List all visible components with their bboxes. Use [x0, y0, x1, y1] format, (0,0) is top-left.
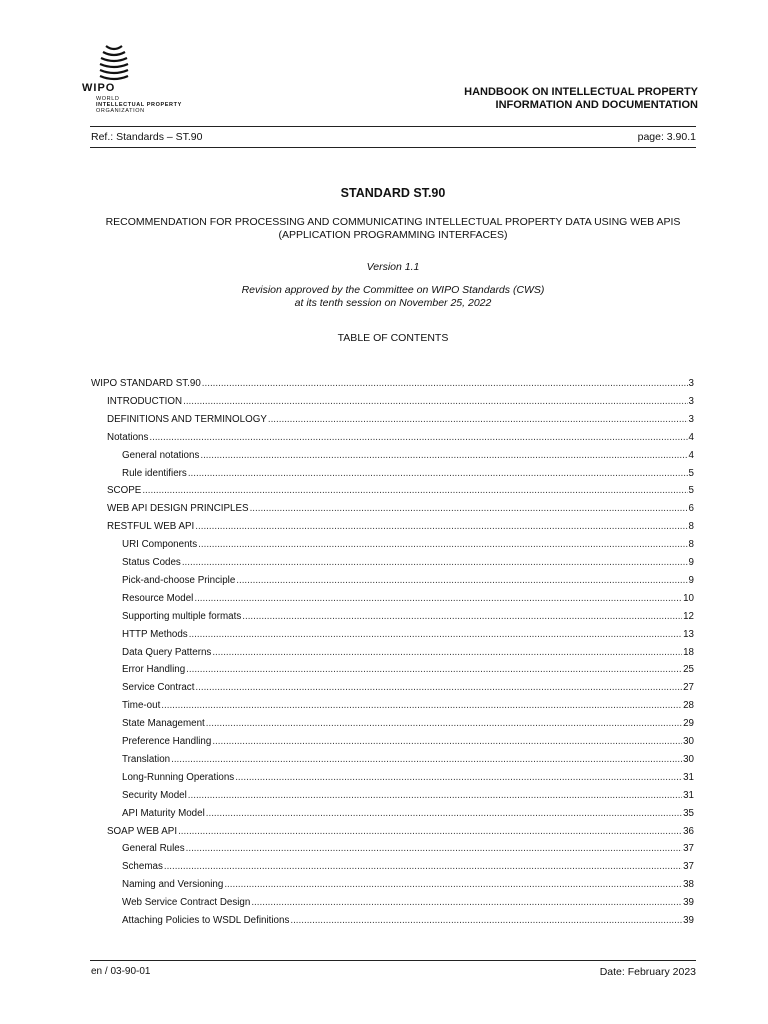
toc-entry-page: 37	[683, 861, 694, 873]
toc-leader-dots	[171, 754, 682, 766]
toc-entry[interactable]	[107, 485, 694, 497]
toc-entry-page: 3	[688, 378, 694, 389]
toc-entry-label: Notations	[107, 431, 149, 443]
logo-wordmark: WIPO	[82, 82, 116, 94]
wipo-logo	[82, 40, 202, 120]
toc-leader-dots	[242, 611, 682, 623]
toc-leader-dots	[195, 521, 687, 533]
toc-entry-label: Web Service Contract Design	[122, 897, 251, 909]
toc-entry-label: API Maturity Model	[122, 807, 205, 819]
toc-entry-label: INTRODUCTION	[107, 395, 183, 407]
toc-leader-dots	[178, 826, 682, 838]
toc-entry-page: 9	[688, 574, 694, 586]
toc-entry[interactable]	[122, 736, 694, 748]
footer-divider	[90, 960, 696, 961]
approval-note	[90, 284, 696, 310]
toc-entry[interactable]	[122, 647, 694, 659]
toc-entry[interactable]	[122, 539, 694, 551]
header-divider-top	[90, 126, 696, 127]
toc-leader-dots	[189, 629, 682, 641]
toc-entry[interactable]	[122, 557, 694, 569]
toc-leader-dots	[206, 808, 682, 820]
toc-entry-label: Security Model	[122, 789, 187, 801]
toc-entry-label: Translation	[122, 753, 171, 765]
toc-entry[interactable]	[122, 915, 694, 927]
toc-entry-label: Pick-and-choose Principle	[122, 574, 236, 586]
page-number: page: 3.90.1	[637, 131, 696, 143]
toc-entry-label: Supporting multiple formats	[122, 610, 242, 622]
toc-entry-label: Long-Running Operations	[122, 771, 235, 783]
toc-entry-label: Schemas	[122, 861, 163, 873]
handbook-title	[464, 86, 698, 112]
toc-leader-dots	[182, 557, 688, 569]
toc-entry[interactable]	[122, 790, 694, 802]
toc-entry-page: 36	[683, 825, 694, 837]
logo-sub-line: WORLD	[96, 96, 120, 102]
toc-entry-page: 9	[688, 557, 694, 568]
toc-entry-label: Naming and Versioning	[122, 879, 224, 891]
toc-entry[interactable]	[122, 861, 694, 873]
toc-entry[interactable]	[122, 575, 694, 587]
logo-sub-line: ORGANIZATION	[96, 108, 145, 114]
toc-entry-page: 6	[688, 503, 694, 515]
toc-leader-dots	[200, 450, 687, 462]
toc-leader-dots	[236, 575, 687, 587]
toc-entry-page: 37	[683, 843, 694, 855]
toc-leader-dots	[202, 378, 688, 390]
toc-leader-dots	[161, 700, 682, 712]
reference-label: Ref.: Standards – ST.90	[91, 131, 203, 143]
toc-entry-page: 30	[683, 753, 694, 765]
toc-entry-label: SCOPE	[107, 485, 142, 497]
toc-entry-page: 10	[683, 592, 694, 604]
toc-entry-page: 38	[683, 879, 694, 891]
toc-entry-page: 8	[688, 521, 694, 533]
toc-entry-label: RESTFUL WEB API	[107, 521, 195, 533]
toc-entry-page: 4	[688, 449, 694, 461]
toc-entry-page: 5	[688, 467, 694, 479]
document-date: Date: February 2023	[599, 966, 696, 978]
toc-entry-page: 39	[683, 915, 694, 926]
toc-entry[interactable]	[122, 754, 694, 766]
toc-entry-page: 13	[683, 628, 694, 640]
toc-entry-label: DEFINITIONS AND TERMINOLOGY	[107, 413, 267, 425]
header-divider-bottom	[90, 147, 696, 148]
toc-entry-label: State Management	[122, 718, 205, 730]
toc-entry-label: Time-out	[122, 700, 161, 712]
toc-leader-dots	[290, 915, 682, 927]
toc-entry-label: HTTP Methods	[122, 628, 188, 640]
toc-leader-dots	[186, 843, 682, 855]
handbook-line: INFORMATION AND DOCUMENTATION	[495, 99, 698, 111]
toc-entry-label: General Rules	[122, 843, 185, 855]
toc-leader-dots	[224, 879, 682, 891]
toc-entry-page: 3	[688, 395, 694, 407]
toc-entry[interactable]	[122, 700, 694, 712]
toc-entry[interactable]	[122, 897, 694, 909]
toc-entry[interactable]	[122, 629, 694, 641]
toc-leader-dots	[250, 503, 688, 515]
toc-entry[interactable]	[122, 879, 694, 891]
toc-leader-dots	[212, 736, 682, 748]
version-label: Version 1.1	[366, 261, 420, 273]
toc-entry-page: 12	[683, 610, 694, 622]
toc-entry[interactable]	[107, 432, 694, 444]
toc-leader-dots	[188, 468, 688, 480]
toc-entry-label: Service Contract	[122, 682, 195, 694]
toc-entry-label: Attaching Policies to WSDL Definitions	[122, 915, 290, 926]
toc-entry[interactable]	[107, 414, 694, 426]
toc-entry-label: Error Handling	[122, 664, 186, 676]
toc-entry[interactable]	[122, 772, 694, 784]
toc-entry-page: 29	[683, 718, 694, 730]
approval-line: at its tenth session on November 25, 2022	[294, 297, 492, 309]
toc-entry-label: Status Codes	[122, 557, 181, 568]
logo-sub-line: INTELLECTUAL PROPERTY	[96, 102, 182, 108]
toc-entry[interactable]	[122, 718, 694, 730]
toc-entry-label: Preference Handling	[122, 736, 212, 747]
toc-leader-dots	[251, 897, 682, 909]
toc-leader-dots	[186, 664, 682, 676]
toc-entry-page: 28	[683, 700, 694, 712]
toc-entry-label: WIPO STANDARD ST.90	[91, 378, 201, 389]
toc-leader-dots	[268, 414, 688, 426]
toc-leader-dots	[194, 593, 682, 605]
toc-leader-dots	[149, 432, 687, 444]
toc-entry-label: Resource Model	[122, 592, 194, 604]
toc-entry[interactable]	[122, 808, 694, 820]
toc-entry-page: 25	[683, 664, 694, 676]
toc-entry-page: 39	[683, 897, 694, 909]
toc-entry[interactable]	[107, 826, 694, 838]
handbook-line: HANDBOOK ON INTELLECTUAL PROPERTY	[464, 86, 698, 98]
wipo-emblem-icon	[94, 40, 134, 84]
toc-leader-dots	[164, 861, 682, 873]
toc-entry-label: General notations	[122, 449, 200, 461]
toc-entry-label: URI Components	[122, 539, 198, 551]
toc-entry[interactable]	[107, 503, 694, 515]
toc-entry[interactable]	[122, 843, 694, 855]
toc-entry-page: 27	[683, 682, 694, 694]
standard-title: STANDARD ST.90	[340, 186, 446, 200]
logo-subtitle	[96, 96, 182, 114]
toc-entry[interactable]	[122, 593, 694, 605]
toc-leader-dots	[206, 718, 682, 730]
toc-leader-dots	[212, 647, 682, 659]
toc-entry-page: 31	[683, 789, 694, 801]
toc-entry-page: 5	[688, 485, 694, 497]
toc-entry[interactable]	[122, 468, 694, 480]
toc-entry[interactable]	[107, 521, 694, 533]
toc-entry-label: Data Query Patterns	[122, 646, 212, 658]
recommendation-title: RECOMMENDATION FOR PROCESSING AND COMMUNICATING INTELLECTUAL PROPERTY DATA USING WEB APIS (APPLICATION PROGRAMMING INTERFACES)	[105, 216, 681, 241]
toc-entry-label: WEB API DESIGN PRINCIPLES	[107, 503, 249, 515]
toc-entry-label: Rule identifiers	[122, 467, 187, 479]
toc-entry-page: 35	[683, 807, 694, 819]
toc-entry-page: 31	[683, 771, 694, 783]
toc-entry-page: 18	[683, 646, 694, 658]
document-code: en / 03-90-01	[91, 966, 151, 977]
toc-entry[interactable]	[122, 682, 694, 694]
toc-entry-page: 8	[688, 539, 694, 551]
toc-entry-page: 3	[688, 413, 694, 425]
toc-entry[interactable]	[122, 450, 694, 462]
approval-line: Revision approved by the Committee on WIPO Standards (CWS)	[241, 284, 545, 296]
toc-heading: TABLE OF CONTENTS	[337, 332, 449, 344]
toc-leader-dots	[142, 485, 687, 497]
toc-entry-page: 30	[683, 736, 694, 747]
toc-entry-label: SOAP WEB API	[107, 825, 178, 837]
toc-leader-dots	[195, 682, 682, 694]
toc-leader-dots	[183, 396, 687, 408]
toc-entry-page: 4	[688, 431, 694, 443]
toc-entry[interactable]	[91, 378, 694, 390]
toc-leader-dots	[235, 772, 682, 784]
toc-entry[interactable]	[122, 664, 694, 676]
toc-entry[interactable]	[107, 396, 694, 408]
toc-leader-dots	[198, 539, 687, 551]
toc-leader-dots	[188, 790, 682, 802]
toc-entry[interactable]	[122, 611, 694, 623]
